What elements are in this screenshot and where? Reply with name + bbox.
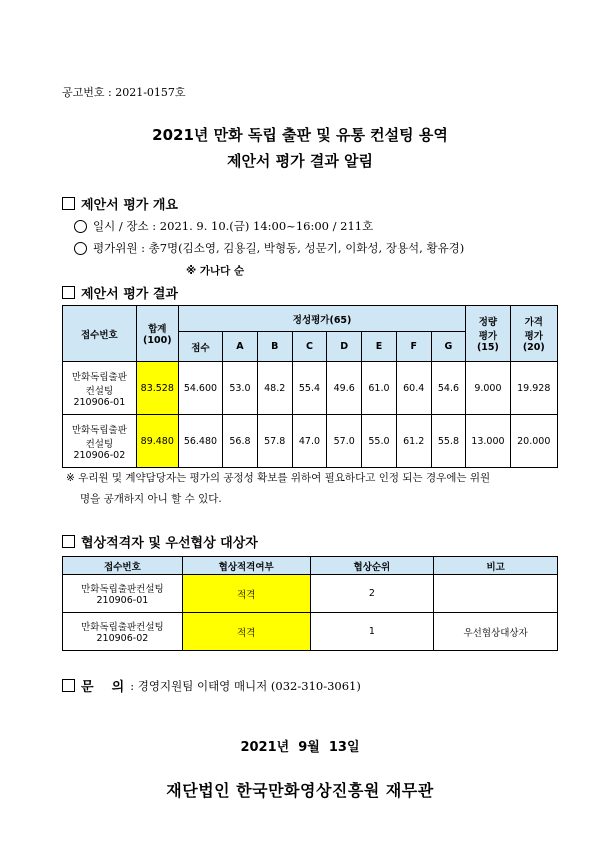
total-cell: 89.480 <box>136 415 178 468</box>
organization-name: 재단법인 한국만화영상진흥원 재무관 <box>166 781 434 800</box>
negotiation-table <box>62 556 558 651</box>
receipt-name: 만화독립출판 <box>71 371 127 383</box>
total-cell: 83.528 <box>136 362 178 415</box>
remark-cell <box>434 575 558 613</box>
receipt-cell <box>63 613 183 651</box>
header-col-d: D <box>327 332 362 362</box>
inquiry-label: 문 의 <box>81 680 125 695</box>
header-total <box>136 306 178 362</box>
inquiry-contact: : 경영지원팀 이태영 매니저 (032-310-3061) <box>130 678 361 693</box>
notice-number: 공고번호 : 2021-0157호 <box>62 86 186 99</box>
header-quant-label: 정량 <box>478 317 498 328</box>
committee-text: 평가위원 : 총7명(김소영, 김용길, 박형동, 성문기, 이화성, 장용석, 황유경) <box>93 241 465 255</box>
receipt-id: 210906-02 <box>96 633 149 644</box>
header-col-a: A <box>223 332 258 362</box>
eval-cell: 49.6 <box>327 362 362 415</box>
header-col-g: G <box>431 332 466 362</box>
header-receipt-no: 접수번호 <box>63 306 137 362</box>
table-row <box>63 575 558 613</box>
footnote-line1: ※ 우리원 및 계약담당자는 평가의 공정성 확보를 위하여 필요하다고 인정 되는 경우에는 위원 <box>66 472 491 484</box>
price-cell: 20.000 <box>510 415 557 468</box>
header-score: 점수 <box>178 332 222 362</box>
eval-cell: 55.4 <box>292 362 327 415</box>
remark-cell: 우선협상대상자 <box>434 613 558 651</box>
rank-cell: 2 <box>310 575 434 613</box>
table-row <box>63 613 558 651</box>
header-price-label: 가격 <box>524 317 543 328</box>
receipt-name2: 컨설팅 <box>85 438 114 450</box>
table-row <box>63 415 558 468</box>
header-quant-sub: (15) <box>476 342 499 353</box>
schedule-text: 일시 / 장소 : 2021. 9. 10.(금) 14:00~16:00 / 211호 <box>93 219 374 233</box>
receipt-name2: 컨설팅 <box>85 385 114 397</box>
eval-cell: 55.0 <box>362 415 397 468</box>
receipt-id: 210906-02 <box>73 449 126 461</box>
footnote-line2: 명을 공개하지 아니 할 수 있다. <box>80 493 222 505</box>
quant-cell: 9.000 <box>466 362 510 415</box>
eval-cell: 53.0 <box>223 362 258 415</box>
header-price-sub: (20) <box>522 342 545 353</box>
score-cell: 56.480 <box>178 415 222 468</box>
table-row <box>63 362 558 415</box>
header-col-f: F <box>396 332 431 362</box>
receipt-cell <box>63 415 137 468</box>
header-col-e: E <box>362 332 397 362</box>
section-results-title: 제안서 평가 결과 <box>81 287 178 302</box>
eval-cell: 61.0 <box>362 362 397 415</box>
header-price-label2: 평가 <box>524 331 543 342</box>
header-price <box>510 306 557 362</box>
eval-cell: 57.8 <box>257 415 292 468</box>
overview-committee <box>74 240 464 256</box>
circle-bullet-icon <box>74 220 87 233</box>
header-rank: 협상순위 <box>310 557 434 575</box>
eligible-cell: 적격 <box>182 613 310 651</box>
score-cell: 54.600 <box>178 362 222 415</box>
section-negotiation-title: 협상적격자 및 우선협상 대상자 <box>81 536 258 551</box>
eval-cell: 56.8 <box>223 415 258 468</box>
header-total-sub: (100) <box>143 335 172 346</box>
eval-cell: 61.2 <box>396 415 431 468</box>
order-note: ※ 가나다 순 <box>186 265 245 277</box>
quant-cell: 13.000 <box>466 415 510 468</box>
header-total-label: 합계 <box>148 324 167 335</box>
header-quant-label2: 평가 <box>478 331 498 342</box>
receipt-name: 만화독립출판 <box>71 424 127 436</box>
eligible-cell: 적격 <box>182 575 310 613</box>
rank-cell: 1 <box>310 613 434 651</box>
header-receipt-no: 접수번호 <box>63 557 183 575</box>
page-title: 2021년 만화 독립 출판 및 유통 컨설팅 용역 <box>152 126 448 144</box>
header-remark: 비고 <box>434 557 558 575</box>
header-eligibility: 협상적격여부 <box>182 557 310 575</box>
overview-schedule <box>74 218 373 234</box>
section-overview-heading <box>62 194 178 213</box>
checkbox-square-icon <box>62 679 75 692</box>
price-cell: 19.928 <box>510 362 557 415</box>
circle-bullet-icon <box>74 242 87 255</box>
eval-cell: 47.0 <box>292 415 327 468</box>
checkbox-square-icon <box>62 197 75 210</box>
eval-cell: 54.6 <box>431 362 466 415</box>
eval-cell: 48.2 <box>257 362 292 415</box>
results-table <box>62 305 558 468</box>
eval-cell: 57.0 <box>327 415 362 468</box>
receipt-cell <box>63 575 183 613</box>
section-results-heading <box>62 283 178 302</box>
receipt-id: 210906-01 <box>73 396 126 408</box>
receipt-name: 만화독립출판컨설팅 <box>81 584 164 595</box>
announcement-date: 2021년 9월 13일 <box>240 740 360 755</box>
receipt-cell <box>63 362 137 415</box>
receipt-id: 210906-01 <box>96 595 149 606</box>
header-quantitative <box>466 306 510 362</box>
section-negotiation-heading <box>62 532 258 551</box>
results-footnote <box>66 468 560 510</box>
checkbox-square-icon <box>62 535 75 548</box>
page-subtitle: 제안서 평가 결과 알림 <box>226 152 374 170</box>
inquiry-line <box>62 676 361 695</box>
section-overview-title: 제안서 평가 개요 <box>81 198 178 213</box>
eval-cell: 55.8 <box>431 415 466 468</box>
header-qualitative: 정성평가(65) <box>178 306 465 332</box>
eval-cell: 60.4 <box>396 362 431 415</box>
header-col-c: C <box>292 332 327 362</box>
header-col-b: B <box>257 332 292 362</box>
receipt-name: 만화독립출판컨설팅 <box>81 622 164 633</box>
checkbox-square-icon <box>62 286 75 299</box>
